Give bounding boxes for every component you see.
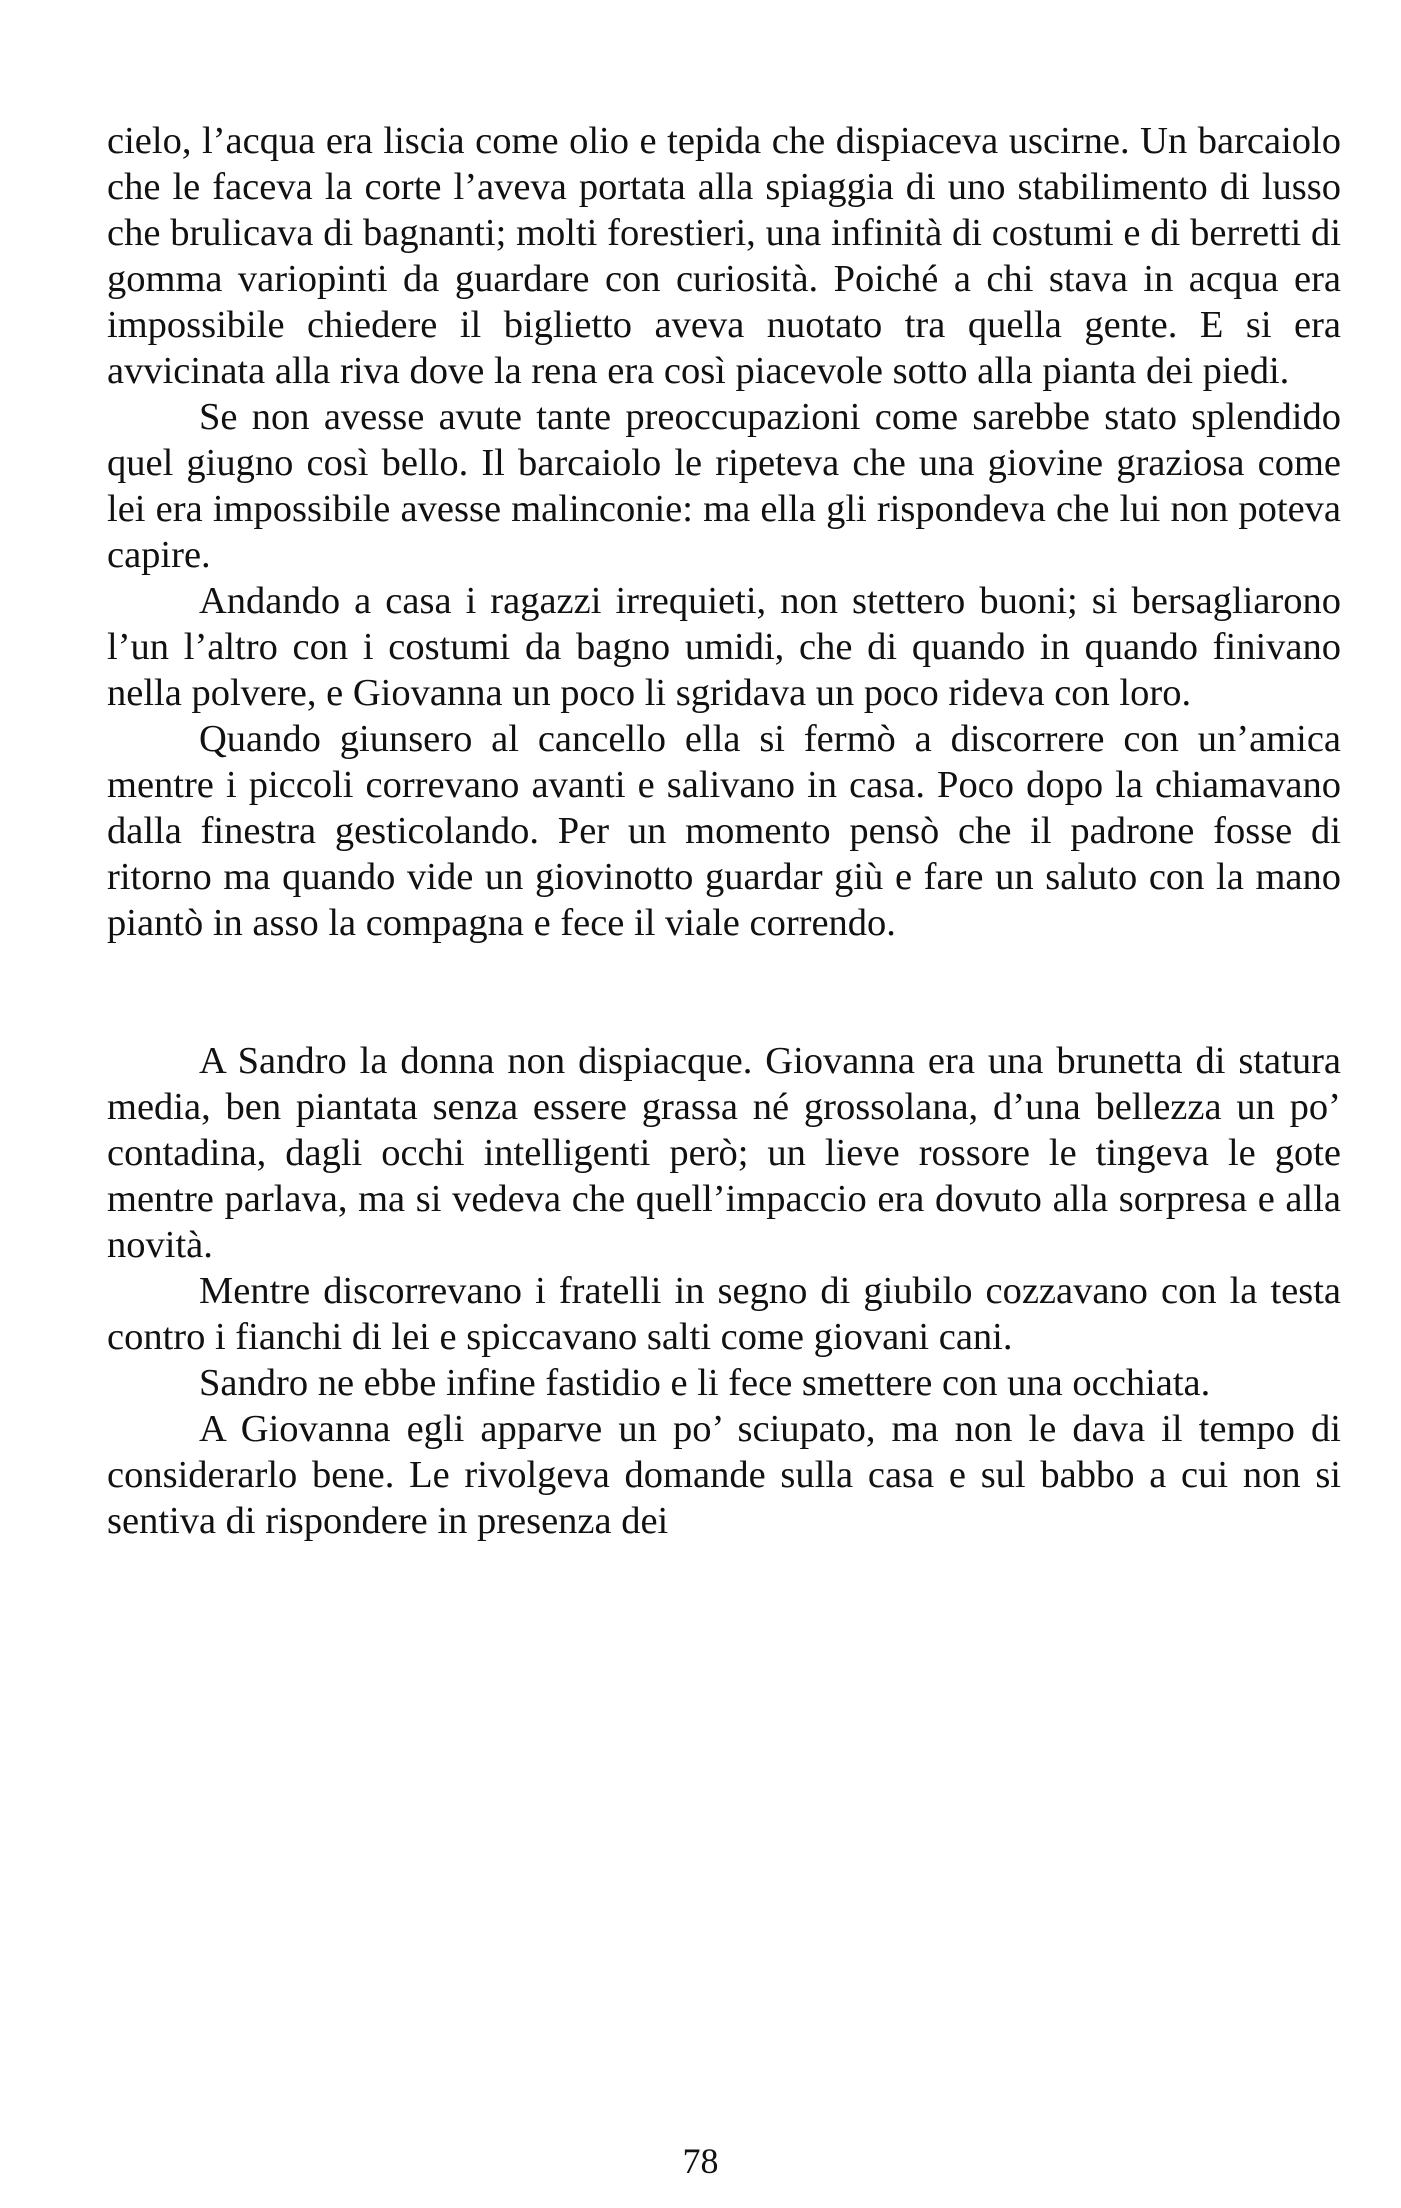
paragraph: Se non avesse avute tante preoccupazioni come sarebbe stato splendido quel giugno così bello. Il barcaiolo le ripeteva che una giovine graziosa come lei era impossibile avesse malinconie: ma ella gli rispondeva che lui non poteva capire. (107, 396, 1341, 576)
body-text (107, 118, 1341, 1544)
paragraph: A Giovanna egli apparve un po’ sciupato, ma non le dava il tempo di considerarlo bene. Le rivolgeva domande sulla casa e sul babbo a cui non si sentiva di rispondere in presenza dei (107, 1408, 1341, 1542)
paragraph: A Sandro la donna non dispiacque. Giovanna era una brunetta di statura media, ben piantata senza essere grassa né grossolana, d’una bellezza un po’ contadina, dagli occhi intelligenti però; un lieve rossore le tingeva le gote mentre parlava, ma si vedeva che quell’impaccio era dovuto alla sorpresa e alla novità. (107, 1040, 1341, 1266)
section-break (107, 946, 1341, 1038)
paragraph: Mentre discorrevano i fratelli in segno di giubilo cozzavano con la testa contro i fianchi di lei e spiccavano salti come giovani cani. (107, 1270, 1341, 1358)
paragraph: Sandro ne ebbe infine fastidio e li fece smettere con una occhiata. (199, 1362, 1211, 1404)
page-number: 78 (682, 2141, 719, 2181)
paragraph: Quando giunsero al cancello ella si fermò a discorrere con un’amica mentre i piccoli correvano avanti e salivano in casa. Poco dopo la chiamavano dalla finestra gesticolando. Per un momento pensò che il padrone fosse di ritorno ma quando vide un giovinotto guardar giù e fare un saluto con la mano piantò in asso la compagna e fece il viale correndo. (107, 718, 1341, 944)
paragraph: cielo, l’acqua era liscia come olio e tepida che dispiaceva uscirne. Un barcaiolo che le faceva la corte l’aveva portata alla spiaggia di uno stabilimento di lusso che brulicava di bagnanti; molti forestieri, una infinità di costumi e di berretti di gomma variopinti da guardare con curiosità. Poiché a chi stava in acqua era impossibile chiedere il biglietto aveva nuotato tra quella gente. E si era avvicinata alla riva dove la rena era così piacevole sotto alla pianta dei piedi. (107, 120, 1341, 392)
paragraph: Andando a casa i ragazzi irrequieti, non stettero buoni; si bersagliarono l’un l’altro con i costumi da bagno umidi, che di quando in quando finivano nella polvere, e Giovanna un poco li sgridava un poco rideva con loro. (107, 580, 1341, 714)
